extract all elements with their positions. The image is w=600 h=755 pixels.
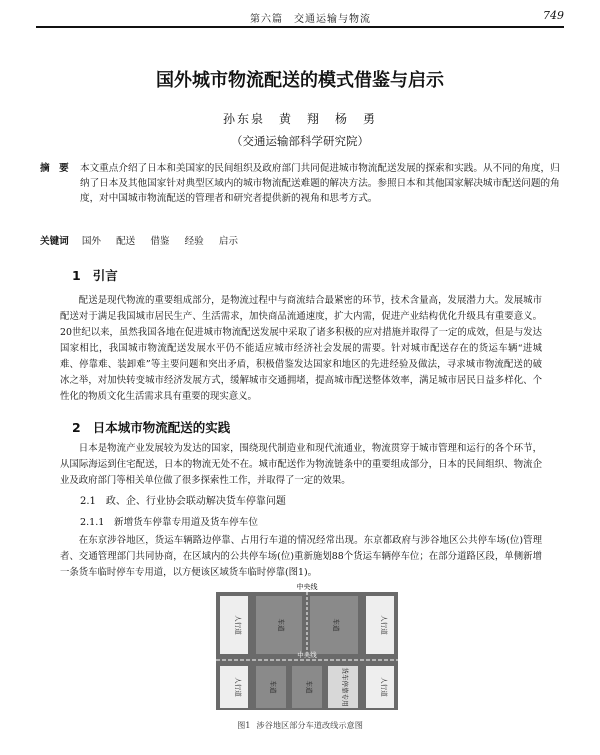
abstract-label: 摘 要	[40, 163, 69, 174]
paper-title: 国外城市物流配送的模式借鉴与启示	[156, 70, 444, 91]
figure-caption	[0, 720, 600, 731]
affiliation: （交通运输部科学研究院）	[231, 134, 369, 148]
authors: 孙东泉 黄 翔 杨 勇	[222, 112, 377, 126]
lane-label: 车道	[305, 680, 313, 694]
sidewalk-area	[366, 596, 394, 654]
centerline-top-label: 中央线	[296, 583, 318, 591]
sidewalk-area	[220, 596, 248, 654]
figure-caption-number: 图1	[237, 720, 251, 730]
truck-lane-label: 货车停靠专用	[341, 667, 349, 707]
page-number: 749	[543, 9, 564, 22]
keyword: 借鉴	[150, 236, 170, 247]
lane-label: 车道	[332, 618, 340, 632]
keyword: 经验	[184, 236, 204, 247]
keywords-label: 关键词	[40, 236, 69, 247]
abstract	[40, 161, 560, 206]
section-2-paragraph: 日本是物流产业发展较为发达的国家，围绕现代制造业和现代流通业，物流贯穿于城市管理和运行的各个环节，从国际海运到住宅配送，日本的物流无处不在。城市配送作为物流链条中的重要组成部分，日本的民间组织、物流企业及政府部门等相关单位做了很多探索性工作，并取得了一定的效果。	[60, 443, 542, 486]
keyword: 配送	[116, 236, 136, 247]
section-title: 日本城市物流配送的实践	[92, 420, 231, 435]
figure-caption-text: 涉谷地区部分车道改线示意图	[256, 720, 363, 730]
sidewalk-label: 人行道	[380, 615, 388, 635]
section-1-paragraph: 配送是现代物流的重要组成部分，是物流过程中与商流结合最紧密的环节，技术含量高，发展潜力大。发展城市配送对于满足我国城市居民生产、生活需求，加快商品流通速度，扩大内需，促进产业结构优化升级具有重要意义。20世纪以来，虽然我国各地在促进城市物流配送发展中采取了诸多积极的应对措施并取得了一定的成效，但是与发达国家相比，我国城市物流配送发展水平仍不能适应城市经济社会发展的需要。针对城市配送存在的货运车辆“进城难、停靠难、装卸难”等主要问题和突出矛盾，积极借鉴发达国家和地区的先进经验及做法，寻求城市物流配送的破冰之举，对加快转变城市经济发展方式，缓解城市交通拥堵，提高城市配送整体效率，满足城市居民日益多样化、个性化的物质文化生活需求具有重要的现实意义。	[60, 295, 542, 402]
figure-lane-diagram	[216, 582, 398, 710]
sidewalk-label: 人行道	[234, 677, 242, 697]
sidewalk-area	[366, 666, 394, 708]
sidewalk-label: 人行道	[234, 615, 242, 635]
subsection-2-1-heading: 2.1 政、企、行业协会联动解决货车停靠问题	[80, 496, 286, 507]
centerline-mid-label: 中央线	[297, 651, 317, 659]
running-header	[36, 8, 564, 28]
section-number: 2	[72, 420, 81, 435]
section-2-heading	[72, 418, 230, 436]
keywords	[40, 233, 560, 247]
abstract-text: 本文重点介绍了日本和美国家的民间组织及政府部门共同促进城市物流配送发展的探索和实践。从不同的角度，归纳了日本及其他国家针对典型区域内的城市物流配送难题的解决方法。参照日本和其他国家解决城市配送问题的角度，对中国城市物流配送的管理者和研究者提供新的视角和思考方式。	[80, 163, 560, 204]
section-title: 引言	[92, 268, 118, 283]
sidewalk-label: 人行道	[380, 677, 388, 697]
lane-label: 车道	[269, 680, 277, 694]
section-1-heading	[72, 266, 118, 284]
subsection-2-1-1-paragraph: 在东京涉谷地区，货运车辆路边停靠、占用行车道的情况经常出现。东京都政府与涉谷地区公共停车场(位)管理者、交通管理部门共同协商，在区域内的公共停车场(位)重新施划88个货运车辆停车位；在部分道路区段，单侧新增一条货车临时停车专用道，以方便该区域货车临时停靠(图1)。	[60, 535, 542, 578]
keyword: 启示	[218, 236, 239, 247]
subsection-2-1-1-heading: 2.1.1 新增货车停靠专用道及货车停车位	[80, 517, 258, 528]
lane-label: 车道	[277, 618, 285, 632]
section-number: 1	[72, 268, 81, 283]
keyword: 国外	[81, 236, 102, 247]
running-header-section: 第六篇 交通运输与物流	[250, 14, 371, 25]
sidewalk-area	[220, 666, 248, 708]
